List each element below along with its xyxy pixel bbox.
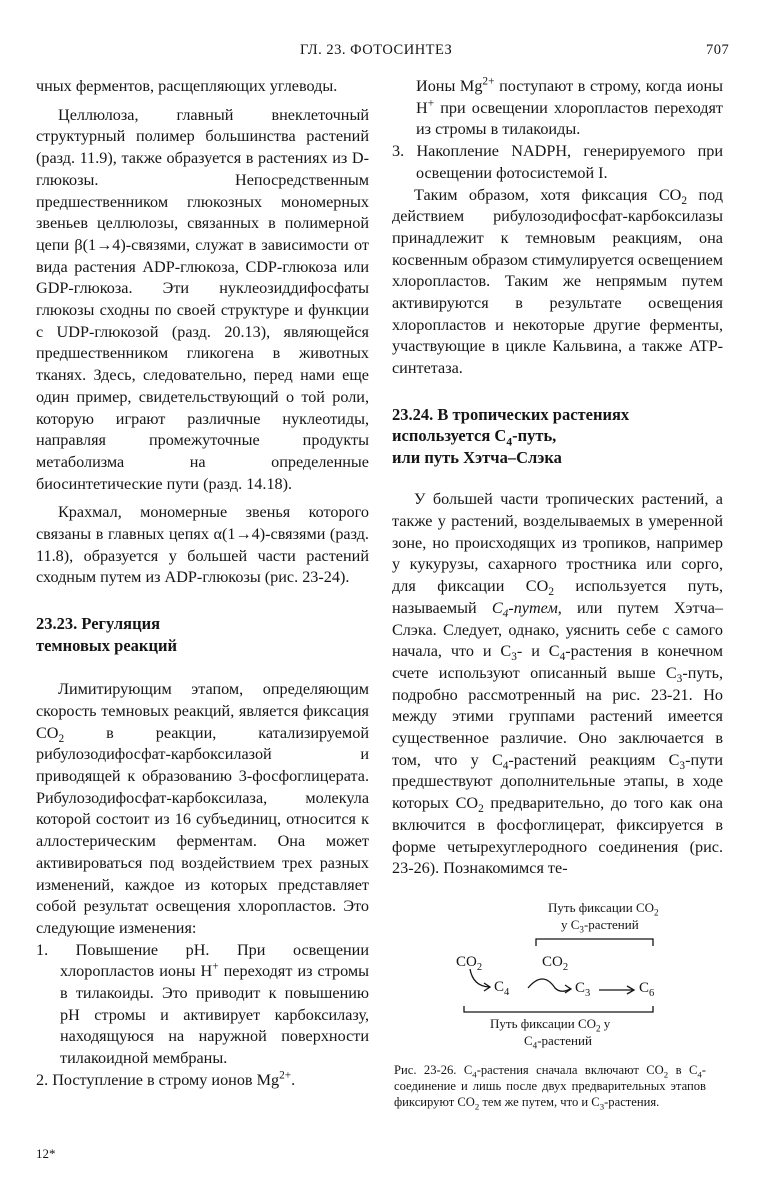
figure-23-26: [448, 900, 718, 1055]
list-item-3: 3. Накопление NADPH, генерируемого при освещении фотосистемой I.: [392, 142, 723, 182]
label-co2-first: $CO_2$: [456, 954, 483, 973]
figure-label-c4-path: Путь фиксации $CO_2$ у: [490, 1016, 611, 1034]
label-c6: $C_6$: [639, 980, 655, 999]
running-header: ГЛ. 23. ФОТОСИНТЕЗ: [300, 42, 453, 58]
section-heading-23-24: 23.24. В тропических растениях используется $C_4$-путь, или путь Хэтча–Слэка: [392, 404, 630, 467]
figure-label-c4-plants: $C_4$-растений: [524, 1033, 592, 1051]
label-c4: $C_4$: [494, 979, 510, 998]
left-column: [36, 76, 369, 1092]
figure-caption: Рис. 23-26. $C_4$-растения сначала включают $CO_2$ в $C_4$-соединение и лишь после двух предварительных этапов фиксируют $CO_2$ тем же путем, что и $C_3$-растения.: [394, 1063, 706, 1112]
paragraph-continuation: чных ферментов, расщепляющих углеводы.: [36, 77, 338, 95]
section-heading-23-23: 23.23. Регуляция темновых реакций: [36, 614, 177, 655]
list-item-1: 1. Повышение pH. При освещении хлоропластов ионы H+ переходят из стромы в тилакоиды. Это приводит к повышению pH стромы и активирует карбоксилазу, находящуюся на наружной поверхности тилакоидной мембраны.: [36, 940, 369, 1068]
paragraph-starch: Крахмал, мономерные звенья которого связаны в главных цепях α(1→4)-связями (разд. 11.8), образуется у большей части растений сходным путем из ADP-глюкозы (рис. 23-24).: [36, 503, 369, 587]
arrow-c4-to-c3: [528, 979, 570, 991]
figure-label-c3-plants: у $C_3$-растений: [561, 917, 639, 935]
list-item-2: 2. Поступление в строму ионов $Mg^{2+}$.: [36, 1069, 296, 1089]
bracket-c3-path: [536, 939, 653, 946]
label-c3: $C_3$: [575, 980, 591, 999]
label-co2-second: $CO_2$: [542, 954, 569, 973]
paragraph-regulation: Лимитирующим этапом, определяющим скорость темновых реакций, является фиксация $CO_2$ в реакции, катализируемой рибулозодифосфат-карбоксилазой и приводящей к образованию 3-фосфоглицерата. Рибулозодифосфат-карбоксилаза, молекула которой состоит из 16 субъединиц, относится к аллостерическим ферментам. Она может активироваться под воздействием трех разных изменений, каждое из которых представляет собой результат освещения хлоропластов. Это следующие изменения:: [36, 680, 369, 937]
right-column: [392, 76, 723, 880]
bracket-c4-path: [464, 1006, 653, 1012]
paragraph-indirect-stimulation: Таким образом, хотя фиксация $CO_2$ под действием рибулозодифосфат-карбоксилазы принадлежит к темновым реакциям, она косвенным образом стимулируется освещением хлоропластов. Таким же непрямым путем активируются в результате освещения хлоропластов и некоторые другие ферменты, участвующие в цикле Кальвина, а также ATP-синтетаза.: [392, 185, 723, 378]
printer-signature: 12*: [36, 1146, 56, 1161]
arrowhead-c4-c3: [565, 985, 571, 993]
figure-label-c3-path: Путь фиксации $CO_2$: [548, 900, 659, 918]
page-number: 707: [706, 42, 730, 58]
list-item-2-continued: Ионы $Mg^{2+}$ поступают в строму, когда ионы H+ при освещении хлоропластов переходят из стромы в тилакоиды.: [416, 75, 724, 139]
paragraph-cellulose: Целлюлоза, главный внеклеточный структурный полимер большинства растений (разд. 11.9), также образуется в растениях из D-глюкозы. Непосредственным предшественником глюкозных мономерных звеньев целлюлозы, связанных в полимерной цепи β(1→4)-связями, служат в зависимости от вида растения ADP-глюкоза, CDP-глюкоза или GDP-глюкоза. Эти нуклеозиддифосфаты глюкозы сходны по своей структуре и функции с UDP-глюкозой (разд. 20.13), являющейся предшественником гликогена в животных тканях. Здесь, следовательно, перед нами еще один пример, свидетельствующий о той роли, которую играют различные нуклеотиды, направляя промежуточные продукты метаболизма на определенные биосинтетические пути (разд. 14.18).: [36, 105, 369, 493]
paragraph-c4-pathway: У большей части тропических растений, а также у растений, возделываемых в умеренной зоне, но происходящих из тропиков, например у кукурузы, сахарного тростника или сорго, для фиксации $CO_2$ используется путь, называемый $C_4$-путем, или путем Хэтча–Слэка. Следует, однако, уяснить себе с самого начала, что и $C_3-$ и $C_4$-растения в конечном счете используют описанный выше $C_3$-путь, подробно рассмотренный на рис. 23-21. Но между этими группами растений имеется существенное различие. Оно заключается в том, что у $C_4$-растений реакциям $C_3$-пути предшествуют дополнительные этапы, в ходе которых $CO_2$ предварительно, до того как она включится в фосфоглицерат, фиксируется в форме четырехуглеродного соединения (рис. 23-26). Познакомимся те-: [392, 490, 724, 878]
